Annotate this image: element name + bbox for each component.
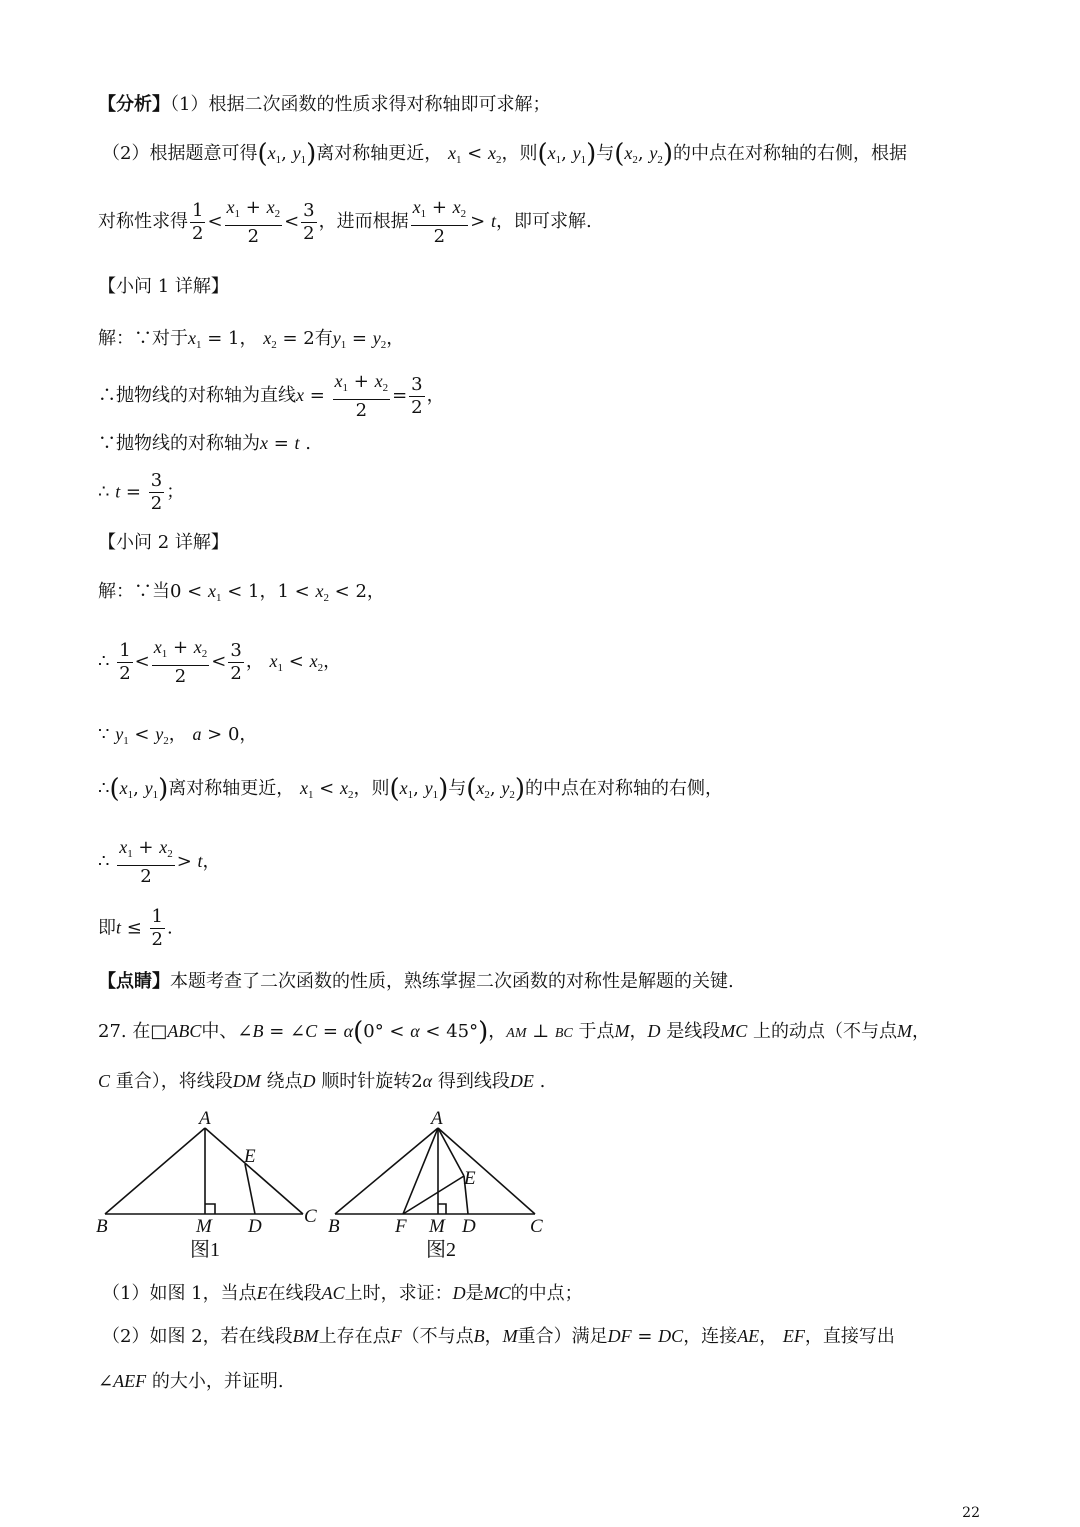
problem27-sub2: （2）如图 2，若在线段BM上存在点F（不与点B，M重合）满足DF = DC，连接AE， EF，直接写出 [102, 1326, 895, 1347]
q2-heading: 【小问 2 详解】 [98, 532, 229, 553]
fig1-label-e: E [244, 1146, 256, 1167]
figure-1 [105, 1128, 303, 1214]
problem27-line-2: C 重合），将线段DM 绕点D 顺时针旋转2α 得到线段DE . [98, 1071, 546, 1092]
fig1-label-b: B [96, 1216, 108, 1237]
figure-2 [335, 1128, 535, 1214]
fig1-caption: 图1 [190, 1239, 220, 1261]
geometry-figures [90, 1104, 570, 1274]
fig1-right-angle-mark [205, 1204, 215, 1214]
q2-line-1: 解：∵当$0 < x_1 < 1$，$1 < x_2 < 2$， [98, 581, 385, 604]
fig2-label-f: F [395, 1216, 407, 1237]
fig2-caption: 图2 [426, 1239, 456, 1261]
fig2-right-angle-mark [438, 1204, 446, 1214]
q1-line-3: ∵抛物线的对称轴为x = t . [98, 433, 311, 454]
fig2-segment-ae [438, 1128, 464, 1176]
fig2-segment-ef [403, 1176, 464, 1214]
comment-line: 【点睛】本题考查了二次函数的性质，熟练掌握二次函数的对称性是解题的关键. [98, 971, 734, 992]
fig2-label-d: D [462, 1216, 476, 1237]
q2-line-6: 即t ≤ $\frac{1}{2}$ . [98, 906, 173, 950]
problem27-line-1: 27. 在□ABC中、∠B = ∠C = α(0° < α < 45°)，AM ⊥ BC 于点M，D 是线段MC 上的动点（不与点M， [98, 1017, 930, 1047]
q2-line-5: ∴ $\frac{x_1 + x_2}{2}$ > t， [98, 837, 221, 887]
fig1-label-a: A [199, 1108, 211, 1129]
problem27-sub1: （1）如图 1，当点E在线段AC上时，求证：D是MC的中点； [102, 1283, 583, 1304]
fig1-segment-ac [205, 1128, 303, 1214]
q1-heading: 【小问 1 详解】 [98, 276, 229, 297]
fig2-label-b: B [328, 1216, 340, 1237]
analysis-line-2: （2）根据题意可得($x_1$, $y_1$)离对称轴更近， $x_1 < x_2$，则($x_1$, $y_1$)与($x_2$, $y_2$)的中点在对称轴的右侧，根据 [102, 139, 908, 169]
q1-line-4: ∴ t = $\frac{3}{2}$ ； [98, 470, 185, 514]
q2-line-4: $\therefore(x_1$, $y_1$)离对称轴更近， $x_1 < x_2$，则($x_1$, $y_1$)与($x_2$, $y_2$)的中点在对称轴的右侧， [98, 774, 724, 804]
fig1-label-m: M [196, 1216, 212, 1237]
fig2-label-m: M [429, 1216, 445, 1237]
fig1-label-c: C [304, 1206, 317, 1227]
fig1-label-d: D [248, 1216, 262, 1237]
q2-line-3: ∵ $y_1 < y_2$， a > 0， [98, 724, 258, 747]
analysis-line-3: 对称性求得 $\frac{1}{2}$ < $\frac{x_1 + x_2}{2}$ < $\frac{3}{2}$ ，进而根据 $\frac{x_1 + x_2}{2}$ > t，即可求解. [98, 197, 592, 247]
page-number: 22 [962, 1505, 980, 1521]
comment-tag: 【点睛】 [98, 971, 170, 992]
fig2-segment-ac [438, 1128, 535, 1214]
analysis-tag: 【分析】 [98, 94, 170, 115]
fig1-segment-ab [105, 1128, 205, 1214]
analysis-line-1: 【分析】（1）根据二次函数的性质求得对称轴即可求解； [98, 94, 551, 115]
q1-line-1: 解：∵对于$x_1 = 1$， $x_2 = 2$有$y_1 = y_2$， [98, 328, 405, 351]
fig2-label-c: C [530, 1216, 543, 1237]
q2-line-2: ∴ $\frac{1}{2}$ < $\frac{x_1 + x_2}{2}$ < $\frac{3}{2}$ ， $x_1 < x_2$， [98, 637, 342, 687]
fig2-segment-af [403, 1128, 438, 1214]
fig2-label-a: A [431, 1108, 443, 1129]
problem27-sub2-cont: ∠AEF 的大小，并证明. [98, 1371, 284, 1392]
q1-line-2: ∴抛物线的对称轴为直线x = $\frac{x_1 + x_2}{2}$ = $\frac{3}{2}$ ， [98, 371, 445, 421]
fig2-label-e: E [464, 1168, 476, 1189]
